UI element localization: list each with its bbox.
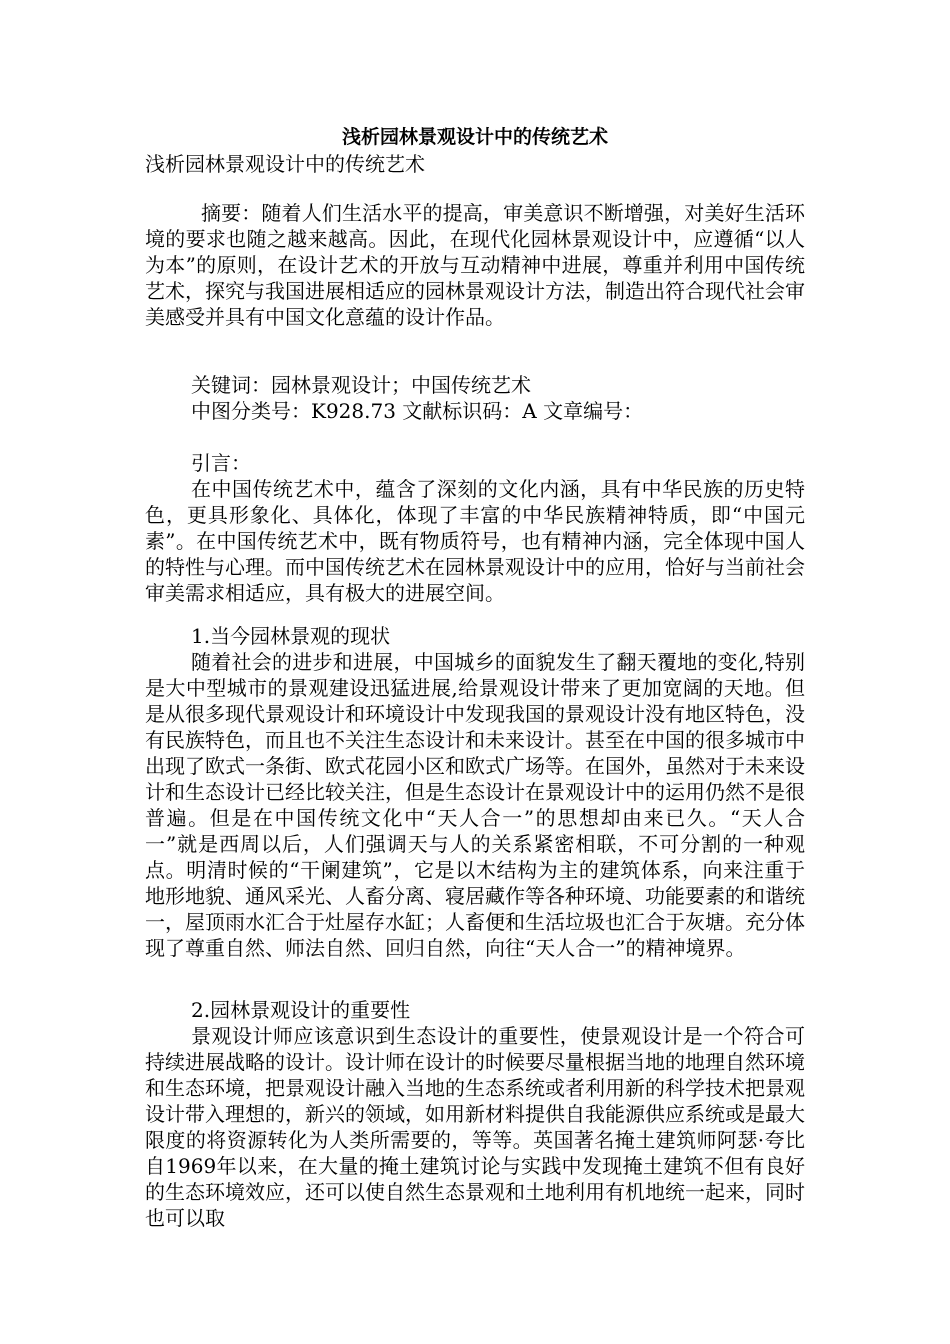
section-2-paragraph: 景观设计师应该意识到生态设计的重要性，使景观设计是一个符合可持续进展战略的设计。设计师在设计的时候要尽量根据当地的地理自然环境和生态环境，把景观设计融入当地的生态系统或者利用新的科学技术把景观设计带入理想的，新兴的领域，如用新材料提供自我能源供应系统或是最大限度的将资源转化为人类所需要的，等等。英国著名掩土建筑师阿瑟·夸比自1969年以来，在大量的掩土建筑讨论与实践中发现掩土建筑不但有良好的生态环境效应，还可以使自然生态景观和土地利用有机地统一起来，同时也可以取 [145, 1024, 805, 1230]
section-1-heading: 1.当今园林景观的现状 [191, 624, 391, 648]
intro-paragraph: 在中国传统艺术中，蕴含了深刻的文化内涵，具有中华民族的历史特色，更具形象化、具体化，体现了丰富的中华民族精神特质，即“中国元素”。在中国传统艺术中，既有物质符号，也有精神内涵，完全体现中国人的特性与心理。而中国传统艺术在园林景观设计中的应用，恰好与当前社会审美需求相适应，具有极大的进展空间。 [145, 477, 805, 605]
classification-line: 中图分类号：K928.73 文献标识码：A 文章编号： [191, 399, 644, 423]
section-1-paragraph: 随着社会的进步和进展，中国城乡的面貌发生了翻天覆地的变化,特别是大中型城市的景观建设迅猛进展,给景观设计带来了更加宽阔的天地。但是从很多现代景观设计和环境设计中发现我国的景观设计没有地区特色，没有民族特色，而且也不关注生态设计和未来设计。甚至在中国的很多城市中出现了欧式一条街、欧式花园小区和欧式广场等。在国外，虽然对于未来设计和生态设计已经比较关注，但是生态设计在景观设计中的运用仍然不是很普遍。但是在中国传统文化中“天人合一”的思想却由来已久。“天人合一”就是西周以后，人们强调天与人的关系紧密相联，不可分割的一种观点。明清时候的“干阑建筑”，它是以木结构为主的建筑体系，向来注重于地形地貌、通风采光、人畜分离、寝居藏作等各种环境、功能要素的和谐统一，屋顶雨水汇合于灶屋存水缸；人畜便和生活垃圾也汇合于灰塘。充分体现了尊重自然、师法自然、回归自然，向往“天人合一”的精神境界。 [145, 650, 805, 960]
document-subtitle: 浅析园林景观设计中的传统艺术 [145, 152, 425, 176]
document-title: 浅析园林景观设计中的传统艺术 [341, 126, 608, 148]
intro-label: 引言： [191, 451, 251, 475]
keywords-line: 关键词：园林景观设计；中国传统艺术 [191, 373, 531, 397]
section-2-heading: 2.园林景观设计的重要性 [191, 998, 411, 1022]
abstract-paragraph: 摘要：随着人们生活水平的提高，审美意识不断增强，对美好生活环境的要求也随之越来越高。因此，在现代化园林景观设计中，应遵循“以人为本”的原则，在设计艺术的开放与互动精神中进展，尊重并利用中国传统艺术，探究与我国进展相适应的园林景观设计方法，制造出符合现代社会审美感受并具有中国文化意蕴的设计作品。 [145, 201, 805, 329]
